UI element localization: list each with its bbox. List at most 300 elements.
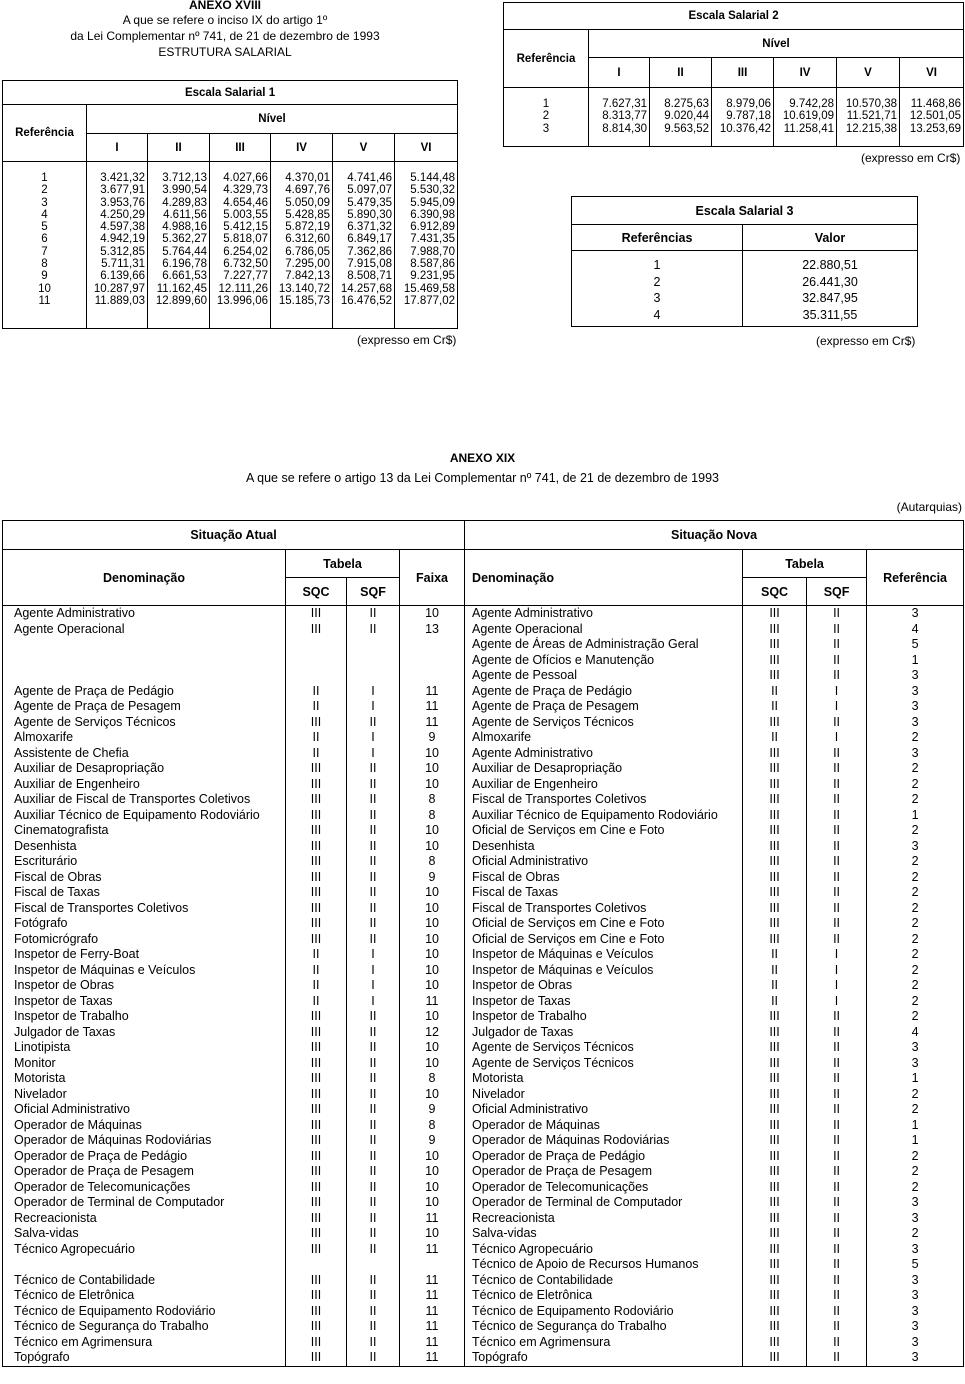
atual-sqc-cell: II xyxy=(286,684,347,700)
nova-denominacao-cell: Operador de Máquinas xyxy=(465,1118,743,1134)
nova-sqf-cell: II xyxy=(807,653,867,669)
nova-denominacao-cell: Técnico Agropecuário xyxy=(465,1242,743,1258)
atual-sqc-cell: III xyxy=(286,777,347,793)
nova-sqc-cell: III xyxy=(743,932,807,948)
atual-sqc-cell: III xyxy=(286,1087,347,1103)
nova-denominacao-cell: Fiscal de Taxas xyxy=(465,885,743,901)
nova-referencia-cell: 3 xyxy=(867,1195,964,1211)
atual-sqf-cell: II xyxy=(347,1304,400,1320)
nova-denominacao-cell: Almoxarife xyxy=(465,730,743,746)
atual-faixa-cell: 11 xyxy=(400,1242,465,1258)
table-row xyxy=(3,1071,964,1087)
atual-sqf-cell: II xyxy=(347,1102,400,1118)
atual-sqf-cell: II xyxy=(347,1288,400,1304)
atual-denominacao-cell: Inspetor de Obras xyxy=(3,978,286,994)
atual-sqc-cell: III xyxy=(286,1211,347,1227)
nova-sqf-cell: II xyxy=(807,1025,867,1041)
atual-tabela-header: Tabela xyxy=(286,550,400,578)
nova-sqc-cell: III xyxy=(743,1118,807,1134)
nova-denominacao-cell: Salva-vidas xyxy=(465,1226,743,1242)
nova-referencia-cell: 1 xyxy=(867,1133,964,1149)
table-row xyxy=(3,653,964,669)
nova-sqc-cell: III xyxy=(743,1180,807,1196)
atual-sqc-cell: III xyxy=(286,1319,347,1335)
nova-referencia-cell: 2 xyxy=(867,1102,964,1118)
table-row xyxy=(3,823,964,839)
nova-sqc-cell: III xyxy=(743,1319,807,1335)
atual-faixa-cell: 10 xyxy=(400,901,465,917)
atual-denominacao-cell: Técnico Agropecuário xyxy=(3,1242,286,1258)
table-row xyxy=(3,1335,964,1351)
atual-sqc-cell: III xyxy=(286,606,347,622)
atual-sqf-cell: I xyxy=(347,994,400,1010)
atual-faixa-cell: 8 xyxy=(400,808,465,824)
nova-denominacao-cell: Inspetor de Máquinas e Veículos xyxy=(465,963,743,979)
escala-1-level-header: I xyxy=(87,134,148,162)
nova-referencia-cell: 2 xyxy=(867,761,964,777)
nova-referencia-cell: 3 xyxy=(867,668,964,684)
table-row xyxy=(3,761,964,777)
escala-2-note: (expresso em Cr$) xyxy=(861,151,961,165)
nova-referencia-cell: 2 xyxy=(867,1087,964,1103)
nova-sqf-cell: II xyxy=(807,1304,867,1320)
atual-sqf-cell: II xyxy=(347,1195,400,1211)
nova-sqc-cell: III xyxy=(743,823,807,839)
atual-denominacao-cell: Agente Operacional xyxy=(3,622,286,638)
table-row xyxy=(3,699,964,715)
atual-faixa-cell: 10 xyxy=(400,1195,465,1211)
atual-sqc-cell: III xyxy=(286,1195,347,1211)
nova-referencia-cell: 5 xyxy=(867,1257,964,1273)
table-row xyxy=(3,1288,964,1304)
nova-referencia-cell: 3 xyxy=(867,1040,964,1056)
anexo-xix-header xyxy=(100,450,865,490)
atual-sqc-cell: III xyxy=(286,715,347,731)
nova-denominacao-cell: Agente de Áreas de Administração Geral xyxy=(465,637,743,653)
nova-sqf-cell: II xyxy=(807,916,867,932)
table-row xyxy=(3,808,964,824)
atual-faixa-cell: 10 xyxy=(400,606,465,622)
atual-denominacao-cell xyxy=(3,1257,286,1273)
atual-denominacao-cell: Recreacionista xyxy=(3,1211,286,1227)
atual-sqc-cell: III xyxy=(286,1273,347,1289)
nova-sqf-cell: II xyxy=(807,1288,867,1304)
escala-salarial-1-table xyxy=(2,80,458,329)
nova-sqc-cell: III xyxy=(743,916,807,932)
nova-sqf-cell: II xyxy=(807,1133,867,1149)
atual-faixa-cell xyxy=(400,637,465,653)
atual-faixa-cell: 9 xyxy=(400,1102,465,1118)
atual-sqf-cell xyxy=(347,668,400,684)
nova-denominacao-cell: Operador de Praça de Pesagem xyxy=(465,1164,743,1180)
nova-sqf-cell: II xyxy=(807,1257,867,1273)
atual-faixa-header: Faixa xyxy=(400,550,465,606)
atual-sqf-cell: II xyxy=(347,1025,400,1041)
atual-denominacao-cell: Assistente de Chefia xyxy=(3,746,286,762)
atual-faixa-cell: 8 xyxy=(400,1071,465,1087)
atual-sqf-cell: II xyxy=(347,1149,400,1165)
atual-sqf-cell: II xyxy=(347,1350,400,1366)
atual-sqf-cell: I xyxy=(347,978,400,994)
escala-1-note: (expresso em Cr$) xyxy=(357,333,457,347)
atual-faixa-cell: 13 xyxy=(400,622,465,638)
table-row xyxy=(3,901,964,917)
nova-sqc-cell: II xyxy=(743,963,807,979)
atual-sqc-cell: III xyxy=(286,1118,347,1134)
nova-sqf-cell: II xyxy=(807,1195,867,1211)
nova-sqf-cell: I xyxy=(807,684,867,700)
table-row xyxy=(3,1180,964,1196)
nova-denominacao-cell: Fiscal de Transportes Coletivos xyxy=(465,901,743,917)
atual-sqc-cell: II xyxy=(286,699,347,715)
atual-denominacao-cell: Agente de Praça de Pesagem xyxy=(3,699,286,715)
atual-sqf-cell: II xyxy=(347,1319,400,1335)
nova-denominacao-header: Denominação xyxy=(465,550,743,606)
nova-denominacao-cell: Inspetor de Trabalho xyxy=(465,1009,743,1025)
escala-2-value-column: 7.627,31 8.313,77 8.814,30 xyxy=(589,88,650,147)
situacao-nova-header: Situação Nova xyxy=(465,521,964,550)
table-row xyxy=(3,1350,964,1366)
nova-referencia-cell: 1 xyxy=(867,808,964,824)
nova-tabela-header: Tabela xyxy=(743,550,867,578)
nova-denominacao-cell: Fiscal de Obras xyxy=(465,870,743,886)
anexo-xix-body xyxy=(3,606,964,1367)
table-row xyxy=(3,777,964,793)
nova-referencia-cell: 2 xyxy=(867,901,964,917)
nova-sqc-cell: III xyxy=(743,606,807,622)
nova-referencia-cell: 3 xyxy=(867,1273,964,1289)
nova-denominacao-cell: Topógrafo xyxy=(465,1350,743,1366)
nova-sqc-cell: III xyxy=(743,777,807,793)
atual-sqc-cell: III xyxy=(286,1040,347,1056)
atual-denominacao-cell: Técnico de Segurança do Trabalho xyxy=(3,1319,286,1335)
atual-faixa-cell: 11 xyxy=(400,1273,465,1289)
atual-faixa-cell: 8 xyxy=(400,792,465,808)
atual-sqc-cell: III xyxy=(286,1226,347,1242)
atual-denominacao-cell: Técnico de Contabilidade xyxy=(3,1273,286,1289)
escala-1-level-header: V xyxy=(333,134,395,162)
nova-denominacao-cell: Agente de Pessoal xyxy=(465,668,743,684)
atual-denominacao-cell: Técnico de Eletrônica xyxy=(3,1288,286,1304)
atual-sqc-cell: II xyxy=(286,947,347,963)
escala-2-value-column: 10.570,38 11.521,71 12.215,38 xyxy=(837,88,900,147)
nova-sqc-cell: III xyxy=(743,1304,807,1320)
atual-sqc-cell: II xyxy=(286,994,347,1010)
nova-referencia-cell: 1 xyxy=(867,1118,964,1134)
nova-sqc-cell: III xyxy=(743,1133,807,1149)
nova-referencia-cell: 2 xyxy=(867,730,964,746)
atual-faixa-cell xyxy=(400,1257,465,1273)
atual-denominacao-cell: Oficial Administrativo xyxy=(3,1102,286,1118)
atual-sqf-cell: II xyxy=(347,792,400,808)
atual-denominacao-cell: Agente de Serviços Técnicos xyxy=(3,715,286,731)
nova-sqf-cell: I xyxy=(807,978,867,994)
nova-sqc-cell: III xyxy=(743,901,807,917)
table-row xyxy=(3,1133,964,1149)
nova-sqf-cell: II xyxy=(807,1211,867,1227)
atual-faixa-cell: 11 xyxy=(400,994,465,1010)
nova-denominacao-cell: Técnico de Eletrônica xyxy=(465,1288,743,1304)
nova-sqc-cell: III xyxy=(743,622,807,638)
atual-sqc-cell: III xyxy=(286,808,347,824)
nova-sqc-cell: III xyxy=(743,854,807,870)
table-row xyxy=(3,1257,964,1273)
atual-faixa-cell: 10 xyxy=(400,885,465,901)
nova-sqc-cell: III xyxy=(743,1350,807,1366)
nova-referencia-cell: 3 xyxy=(867,1350,964,1366)
nova-referencia-cell: 3 xyxy=(867,699,964,715)
atual-denominacao-cell: Inspetor de Máquinas e Veículos xyxy=(3,963,286,979)
nova-referencia-cell: 2 xyxy=(867,932,964,948)
nova-referencia-cell: 3 xyxy=(867,746,964,762)
nova-denominacao-cell: Agente de Ofícios e Manutenção xyxy=(465,653,743,669)
atual-faixa-cell: 10 xyxy=(400,746,465,762)
atual-sqf-cell: II xyxy=(347,854,400,870)
atual-sqf-cell: II xyxy=(347,1040,400,1056)
nova-sqc-cell: III xyxy=(743,761,807,777)
atual-faixa-cell: 10 xyxy=(400,1164,465,1180)
atual-denominacao-cell: Fiscal de Transportes Coletivos xyxy=(3,901,286,917)
atual-sqf-cell: I xyxy=(347,730,400,746)
nova-referencia-cell: 3 xyxy=(867,1211,964,1227)
nova-sqf-cell: II xyxy=(807,870,867,886)
atual-sqc-cell: II xyxy=(286,963,347,979)
atual-sqf-cell: II xyxy=(347,715,400,731)
table-row xyxy=(3,839,964,855)
atual-sqf-cell: II xyxy=(347,761,400,777)
table-row xyxy=(3,792,964,808)
nova-referencia-header: Referência xyxy=(867,550,964,606)
table-row xyxy=(3,978,964,994)
nova-sqf-cell: I xyxy=(807,730,867,746)
atual-sqf-cell: II xyxy=(347,839,400,855)
atual-faixa-cell: 12 xyxy=(400,1025,465,1041)
nova-sqc-cell: III xyxy=(743,1040,807,1056)
nova-referencia-cell: 3 xyxy=(867,1335,964,1351)
nova-denominacao-cell: Inspetor de Obras xyxy=(465,978,743,994)
atual-denominacao-cell: Monitor xyxy=(3,1056,286,1072)
nova-sqf-cell: II xyxy=(807,746,867,762)
atual-faixa-cell: 10 xyxy=(400,761,465,777)
anexo-xviii-header xyxy=(30,0,420,60)
nova-sqc-cell: III xyxy=(743,1087,807,1103)
atual-faixa-cell: 10 xyxy=(400,1056,465,1072)
nova-sqc-cell: III xyxy=(743,1195,807,1211)
table-row xyxy=(3,1040,964,1056)
nova-sqf-cell: II xyxy=(807,1242,867,1258)
atual-sqc-cell: III xyxy=(286,870,347,886)
atual-denominacao-cell: Operador de Máquinas Rodoviárias xyxy=(3,1133,286,1149)
nova-sqf-cell: II xyxy=(807,901,867,917)
atual-sqf-cell: I xyxy=(347,947,400,963)
nova-sqf-cell: II xyxy=(807,1149,867,1165)
nova-denominacao-cell: Agente Operacional xyxy=(465,622,743,638)
escala-1-ref-header: Referência xyxy=(3,105,87,162)
nova-sqc-cell: III xyxy=(743,1211,807,1227)
nova-denominacao-cell: Auxiliar de Engenheiro xyxy=(465,777,743,793)
escala-1-value-column: 3.712,13 3.990,54 4.289,83 4.611,56 4.988,16 5.362,27 5.764,44 6.196,78 6.661,53 11.162,45 12.899,60 xyxy=(148,162,210,329)
nova-sqf-cell: II xyxy=(807,932,867,948)
table-row xyxy=(3,1149,964,1165)
nova-denominacao-cell: Oficial de Serviços em Cine e Foto xyxy=(465,823,743,839)
nova-referencia-cell: 2 xyxy=(867,1164,964,1180)
table-row xyxy=(3,637,964,653)
atual-sqf-cell: II xyxy=(347,1133,400,1149)
atual-faixa-cell: 10 xyxy=(400,963,465,979)
nova-denominacao-cell: Técnico em Agrimensura xyxy=(465,1335,743,1351)
nova-sqc-cell: III xyxy=(743,808,807,824)
nova-denominacao-cell: Fiscal de Transportes Coletivos xyxy=(465,792,743,808)
table-row xyxy=(3,1102,964,1118)
table-row xyxy=(3,963,964,979)
nova-denominacao-cell: Recreacionista xyxy=(465,1211,743,1227)
nova-denominacao-cell: Agente de Serviços Técnicos xyxy=(465,715,743,731)
atual-sqc-cell: III xyxy=(286,1133,347,1149)
escala-1-title: Escala Salarial 1 xyxy=(3,81,458,105)
table-row xyxy=(3,916,964,932)
atual-sqc-cell: III xyxy=(286,1102,347,1118)
atual-denominacao-cell: Técnico em Agrimensura xyxy=(3,1335,286,1351)
escala-3-ref-column: 1 2 3 4 xyxy=(572,251,743,327)
nova-sqc-cell: III xyxy=(743,1335,807,1351)
escala-1-level-header: IV xyxy=(271,134,333,162)
atual-faixa-cell: 10 xyxy=(400,1087,465,1103)
atual-denominacao-cell xyxy=(3,637,286,653)
nova-denominacao-cell: Técnico de Apoio de Recursos Humanos xyxy=(465,1257,743,1273)
escala-2-value-column: 8.979,06 9.787,18 10.376,42 xyxy=(712,88,774,147)
anexo-xix-subtitle: A que se refere o artigo 13 da Lei Complementar nº 741, de 21 de dezembro de 1993 xyxy=(246,471,719,485)
atual-denominacao-cell: Almoxarife xyxy=(3,730,286,746)
escala-2-level-header: V xyxy=(837,58,900,88)
atual-sqf-cell: II xyxy=(347,916,400,932)
nova-denominacao-cell: Oficial de Serviços em Cine e Foto xyxy=(465,932,743,948)
nova-sqf-cell: II xyxy=(807,1040,867,1056)
table-row xyxy=(3,684,964,700)
atual-denominacao-cell: Operador de Máquinas xyxy=(3,1118,286,1134)
nova-sqc-cell: III xyxy=(743,715,807,731)
atual-sqf-cell: II xyxy=(347,1211,400,1227)
table-row xyxy=(3,947,964,963)
nova-sqf-cell: II xyxy=(807,715,867,731)
nova-referencia-cell: 3 xyxy=(867,606,964,622)
escala-3-note: (expresso em Cr$) xyxy=(816,334,916,348)
atual-denominacao-cell: Auxiliar Técnico de Equipamento Rodoviário xyxy=(3,808,286,824)
nova-referencia-cell: 3 xyxy=(867,1288,964,1304)
escala-1-value-column: 4.027,66 4.329,73 4.654,46 5.003,55 5.412,15 5.818,07 6.254,02 6.732,50 7.227,77 12.111,26 13.996,06 xyxy=(210,162,271,329)
nova-sqc-cell: III xyxy=(743,1071,807,1087)
atual-denominacao-cell: Julgador de Taxas xyxy=(3,1025,286,1041)
anexo-xix-table xyxy=(2,520,964,1367)
atual-sqf-cell: I xyxy=(347,684,400,700)
nova-referencia-cell: 2 xyxy=(867,963,964,979)
nova-denominacao-cell: Agente Administrativo xyxy=(465,606,743,622)
atual-faixa-cell xyxy=(400,668,465,684)
atual-faixa-cell: 10 xyxy=(400,1180,465,1196)
atual-denominacao-cell: Técnico de Equipamento Rodoviário xyxy=(3,1304,286,1320)
table-row xyxy=(3,994,964,1010)
escala-2-level-header: III xyxy=(712,58,774,88)
table-row xyxy=(3,854,964,870)
nova-sqf-cell: II xyxy=(807,854,867,870)
nova-sqc-cell: III xyxy=(743,637,807,653)
escala-2-title: Escala Salarial 2 xyxy=(504,3,964,30)
atual-sqc-cell: III xyxy=(286,1071,347,1087)
table-row xyxy=(3,1319,964,1335)
nova-denominacao-cell: Agente Administrativo xyxy=(465,746,743,762)
atual-denominacao-cell: Nivelador xyxy=(3,1087,286,1103)
atual-sqc-cell: III xyxy=(286,1242,347,1258)
atual-sqf-cell: II xyxy=(347,870,400,886)
escala-2-ref-column: 1 2 3 xyxy=(504,88,589,147)
atual-sqc-cell: II xyxy=(286,746,347,762)
atual-faixa-cell: 10 xyxy=(400,1009,465,1025)
atual-denominacao-cell: Fiscal de Obras xyxy=(3,870,286,886)
nova-sqf-cell: I xyxy=(807,994,867,1010)
atual-denominacao-cell: Cinematografista xyxy=(3,823,286,839)
nova-referencia-cell: 2 xyxy=(867,978,964,994)
table-row xyxy=(3,715,964,731)
escala-2-value-column: 11.468,86 12.501,05 13.253,69 xyxy=(900,88,964,147)
nova-referencia-cell: 2 xyxy=(867,1009,964,1025)
atual-faixa-cell: 10 xyxy=(400,916,465,932)
nova-sqf-cell: II xyxy=(807,1071,867,1087)
nova-sqc-cell: II xyxy=(743,684,807,700)
atual-sqf-cell: II xyxy=(347,901,400,917)
table-row xyxy=(3,746,964,762)
atual-faixa-cell: 10 xyxy=(400,777,465,793)
nova-denominacao-cell: Técnico de Equipamento Rodoviário xyxy=(465,1304,743,1320)
escala-2-value-column: 8.275,63 9.020,44 9.563,52 xyxy=(650,88,712,147)
table-row xyxy=(3,1087,964,1103)
atual-denominacao-header: Denominação xyxy=(3,550,286,606)
nova-denominacao-cell: Operador de Terminal de Computador xyxy=(465,1195,743,1211)
table-row xyxy=(3,870,964,886)
atual-sqf-cell: II xyxy=(347,1087,400,1103)
table-row xyxy=(3,606,964,622)
nova-sqc-cell: III xyxy=(743,1149,807,1165)
atual-sqc-cell: III xyxy=(286,839,347,855)
nova-referencia-cell: 4 xyxy=(867,1025,964,1041)
nova-denominacao-cell: Oficial de Serviços em Cine e Foto xyxy=(465,916,743,932)
atual-faixa-cell: 11 xyxy=(400,1335,465,1351)
nova-sqc-cell: III xyxy=(743,1226,807,1242)
escala-1-value-column: 5.144,48 5.530,32 5.945,09 6.390,98 6.912,89 7.431,35 7.988,70 8.587,86 9.231,95 15.469,58 17.877,02 xyxy=(395,162,458,329)
nova-denominacao-cell: Oficial Administrativo xyxy=(465,1102,743,1118)
autarquias-label: (Autarquias) xyxy=(896,500,962,514)
atual-sqf-cell: II xyxy=(347,777,400,793)
nova-denominacao-cell: Auxiliar de Desapropriação xyxy=(465,761,743,777)
anexo-xix-title: ANEXO XIX xyxy=(449,451,516,465)
escala-1-ref-column: 1 2 3 4 5 6 7 8 9 10 11 xyxy=(3,162,87,329)
atual-sqf-cell: II xyxy=(347,932,400,948)
atual-sqc-cell: III xyxy=(286,1335,347,1351)
situacao-atual-header: Situação Atual xyxy=(3,521,465,550)
atual-sqf-cell: II xyxy=(347,1118,400,1134)
atual-sqf-cell: II xyxy=(347,823,400,839)
atual-sqc-cell: III xyxy=(286,761,347,777)
atual-faixa-cell: 11 xyxy=(400,1350,465,1366)
atual-sqf-cell: II xyxy=(347,622,400,638)
atual-sqf-cell: II xyxy=(347,1180,400,1196)
nova-sqf-cell: II xyxy=(807,1226,867,1242)
nova-sqf-cell: II xyxy=(807,792,867,808)
nova-referencia-cell: 2 xyxy=(867,994,964,1010)
table-row xyxy=(3,1009,964,1025)
anexo-xviii-title: ANEXO XVIII xyxy=(188,0,262,12)
nova-sqf-cell: II xyxy=(807,839,867,855)
nova-sqc-cell: III xyxy=(743,885,807,901)
nova-referencia-cell: 2 xyxy=(867,1149,964,1165)
